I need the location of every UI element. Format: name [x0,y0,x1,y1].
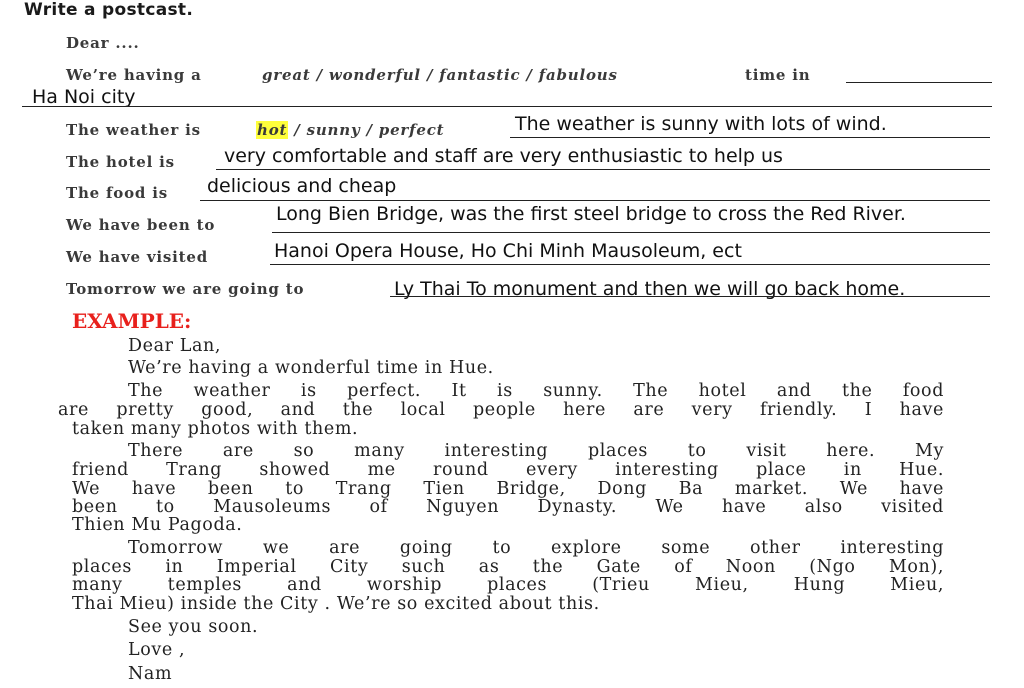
blank-line-food [200,200,990,201]
form-tomorrow-prefix: Tomorrow we are going to [66,280,305,298]
answer-food[interactable]: delicious and cheap [207,175,397,197]
form-weather-options: / sunny / perfect [294,121,445,139]
letter-line: friend Trang showed me round every interesting place in Hue. [72,460,944,480]
letter-line: taken many photos with them. [72,419,359,439]
answer-been[interactable]: Long Bien Bridge, was the first steel bridge to cross the Red River. [276,203,906,225]
blank-line-weather [510,137,990,138]
letter-line: Tomorrow we are going to explore some other interesting [128,538,944,558]
blank-line-tomorrow [390,296,990,297]
exercise-title: Write a postcast. [24,0,194,20]
blank-line-city-cont [22,106,992,107]
form-weather-prefix: The weather is [66,121,201,139]
answer-tomorrow[interactable]: Ly Thai To monument and then we will go back home. [394,278,906,300]
letter-line: We have been to Trang Tien Bridge, Dong Ba market. We have [72,479,944,499]
form-having-options: great / wonderful / fantastic / fabulous [262,66,618,84]
letter-line: been to Mausoleums of Nguyen Dynasty. We have also visited [72,497,944,517]
blank-line-hotel [216,169,990,170]
blank-line-visited [270,264,990,265]
letter-line: places in Imperial City such as the Gate of Noon (Ngo Mon), [72,557,944,577]
letter-closing: See you soon. [128,617,259,637]
letter-line: The weather is perfect. It is sunny. The hotel and the food [128,381,944,401]
letter-line: Thai Mieu) inside the City . We’re so excited about this. [72,594,600,614]
blank-line-city [846,82,992,83]
letter-line: We’re having a wonderful time in Hue. [128,358,494,378]
form-dear: Dear .... [66,34,140,52]
letter-line: are pretty good, and the local people here are very friendly. I have [58,400,944,420]
form-visited-prefix: We have visited [66,248,209,266]
answer-city[interactable]: Ha Noi city [32,86,136,108]
blank-line-been [272,232,990,233]
highlighted-hot: hot [257,121,288,139]
answer-visited[interactable]: Hanoi Opera House, Ho Chi Minh Mausoleum, ect [274,240,742,262]
letter-sign-off: Love , [128,640,186,660]
letter-greeting: Dear Lan, [128,336,222,356]
letter-line: many temples and worship places (Trieu Mieu, Hung Mieu, [72,575,944,595]
example-heading: EXAMPLE: [72,309,192,333]
form-having-suffix: time in [745,66,811,84]
answer-hotel[interactable]: very comfortable and staff are very enthusiastic to help us [224,145,783,167]
letter-line: Thien Mu Pagoda. [72,515,243,535]
form-having-prefix: We’re having a [66,66,202,84]
letter-signature: Nam [128,664,173,684]
form-food-prefix: The food is [66,184,168,202]
letter-line: There are so many interesting places to visit here. My [128,441,944,461]
form-hotel-prefix: The hotel is [66,153,175,171]
answer-weather[interactable]: The weather is sunny with lots of wind. [515,113,887,135]
form-been-prefix: We have been to [66,216,216,234]
